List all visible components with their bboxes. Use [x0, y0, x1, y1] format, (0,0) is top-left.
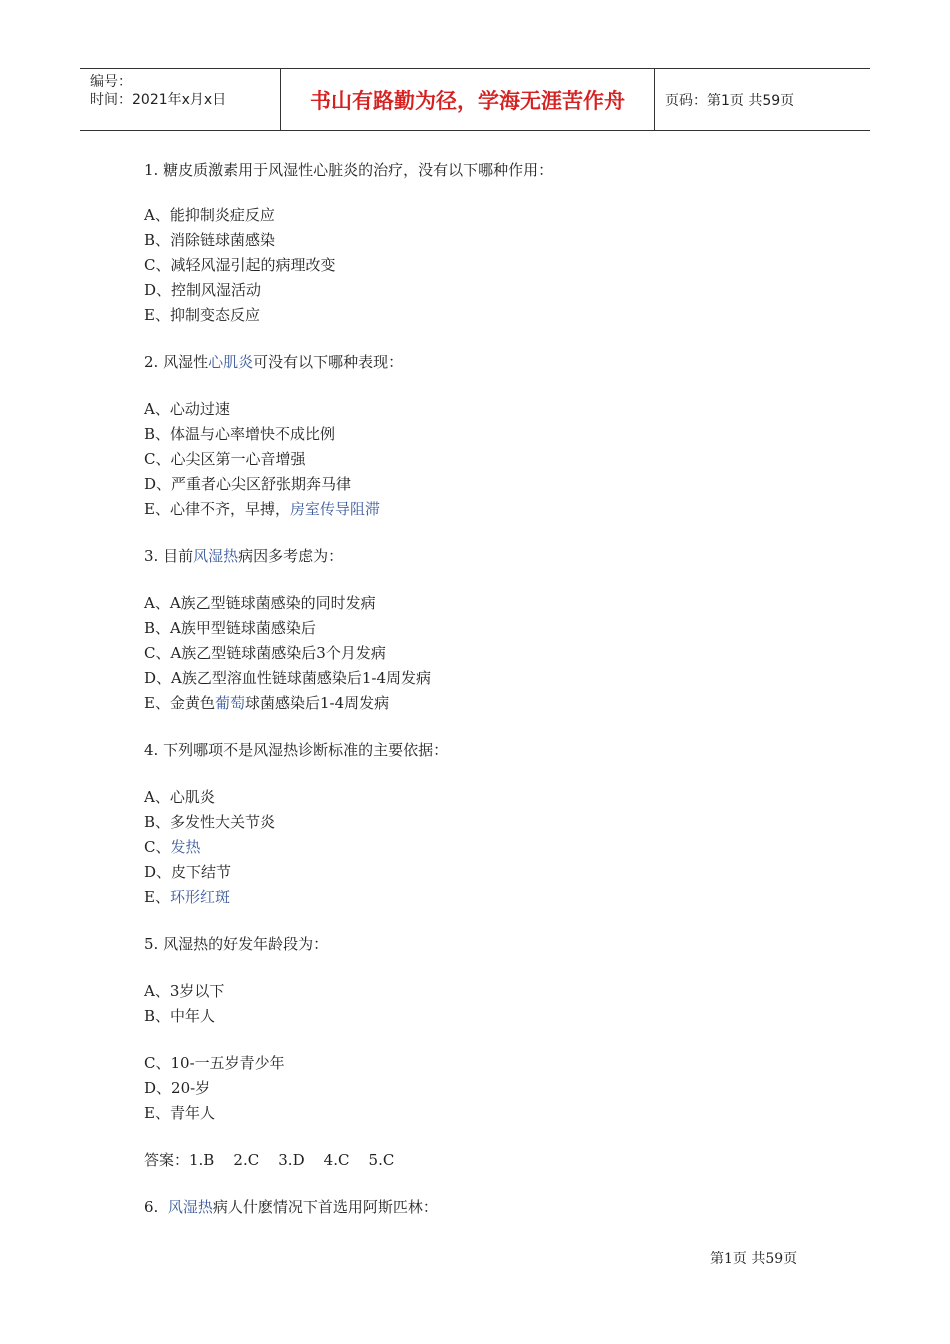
text-segment: A、能抑制炎症反应: [144, 206, 275, 224]
header-motto: 书山有路勤为径，学海无涯苦作舟: [310, 88, 625, 113]
header-meta: [80, 69, 280, 130]
text-segment: 4. 下列哪项不是风湿热诊断标准的主要依据：: [144, 741, 449, 759]
text-segment: D、控制风湿活动: [144, 281, 262, 299]
text-segment: E、心律不齐，早搏，: [144, 500, 290, 518]
text-segment: 3. 目前: [144, 547, 194, 565]
text-line: [144, 618, 316, 638]
footer-page-number: 第1页 共59页: [710, 1251, 798, 1267]
text-segment: C、心尖区第一心音增强: [144, 450, 306, 468]
text-line: [144, 230, 275, 250]
text-line: [144, 787, 215, 807]
text-line: [144, 981, 224, 1001]
page-header: [80, 68, 870, 131]
keyword-link[interactable]: 环形红斑: [169, 888, 230, 906]
text-segment: A、心动过速: [144, 400, 230, 418]
text-segment: 2. 风湿性: [144, 353, 209, 371]
text-segment: E、: [144, 888, 170, 906]
keyword-link[interactable]: 风湿热: [167, 1198, 213, 1216]
time-label: 时间：2021年x月x日: [90, 92, 227, 108]
text-line: [144, 424, 335, 444]
text-segment: A、心肌炎: [144, 788, 215, 806]
text-segment: D、严重者心尖区舒张期奔马律: [144, 475, 352, 493]
text-segment: E、金黄色: [144, 694, 215, 712]
text-line: [144, 1053, 285, 1073]
text-line: [144, 1150, 394, 1170]
text-line: [144, 934, 328, 954]
text-segment: E、青年人: [144, 1104, 215, 1122]
text-segment: C、: [144, 838, 171, 856]
text-segment: C、10-一五岁青少年: [144, 1054, 285, 1072]
text-line: [144, 812, 275, 832]
keyword-link[interactable]: 心肌炎: [208, 353, 254, 371]
text-segment: D、20-岁: [144, 1079, 211, 1097]
text-line: [144, 668, 431, 688]
text-line: [144, 160, 553, 180]
text-segment: 1. 糖皮质激素用于风湿性心脏炎的治疗，没有以下哪种作用：: [144, 161, 554, 179]
text-line: [144, 546, 343, 566]
text-segment: 6.: [144, 1198, 168, 1216]
text-segment: B、消除链球菌感染: [144, 231, 276, 249]
text-segment: 病人什麽情况下首选用阿斯匹林：: [212, 1198, 438, 1216]
text-segment: C、A族乙型链球菌感染后3个月发病: [144, 644, 386, 662]
keyword-link[interactable]: 发热: [170, 838, 201, 856]
text-segment: 病因多考虑为：: [238, 547, 344, 565]
text-line: [144, 255, 335, 275]
text-line: [144, 1103, 215, 1123]
text-segment: A、A族乙型链球菌感染的同时发病: [144, 594, 376, 612]
text-line: [144, 1078, 210, 1098]
text-line: [144, 205, 275, 225]
number-label: 编号：: [90, 74, 132, 90]
text-line: [144, 1197, 438, 1217]
text-line: [144, 693, 389, 713]
text-line: [144, 449, 305, 469]
keyword-link[interactable]: 葡萄: [214, 694, 245, 712]
text-segment: C、减轻风湿引起的病理改变: [144, 256, 336, 274]
text-segment: 球菌感染后1-4周发病: [244, 694, 390, 712]
text-segment: B、体温与心率增快不成比例: [144, 425, 336, 443]
text-line: [144, 837, 201, 857]
text-segment: D、皮下结节: [144, 863, 232, 881]
text-line: [144, 887, 230, 907]
text-segment: D、A族乙型溶血性链球菌感染后1-4周发病: [144, 669, 432, 687]
text-line: [144, 305, 260, 325]
text-line: [144, 862, 231, 882]
keyword-link[interactable]: 风湿热: [193, 547, 239, 565]
text-segment: 5. 风湿热的好发年龄段为：: [144, 935, 329, 953]
text-segment: B、中年人: [144, 1007, 216, 1025]
keyword-link[interactable]: 房室传导阻滞: [289, 500, 380, 518]
text-line: [144, 399, 230, 419]
text-segment: B、多发性大关节炎: [144, 813, 276, 831]
text-segment: A、3岁以下: [144, 982, 225, 1000]
text-line: [144, 280, 261, 300]
header-page-label: 页码：第1页 共59页: [665, 92, 795, 109]
text-segment: E、抑制变态反应: [144, 306, 260, 324]
text-line: [144, 499, 380, 519]
text-line: [144, 474, 351, 494]
text-segment: B、A族甲型链球菌感染后: [144, 619, 316, 637]
text-segment: 答案：1.B 2.C 3.D 4.C 5.C: [144, 1151, 395, 1169]
text-line: [144, 740, 448, 760]
text-line: [144, 1006, 215, 1026]
text-segment: 可没有以下哪种表现：: [253, 353, 404, 371]
text-line: [144, 352, 403, 372]
text-line: [144, 593, 376, 613]
text-line: [144, 643, 386, 663]
